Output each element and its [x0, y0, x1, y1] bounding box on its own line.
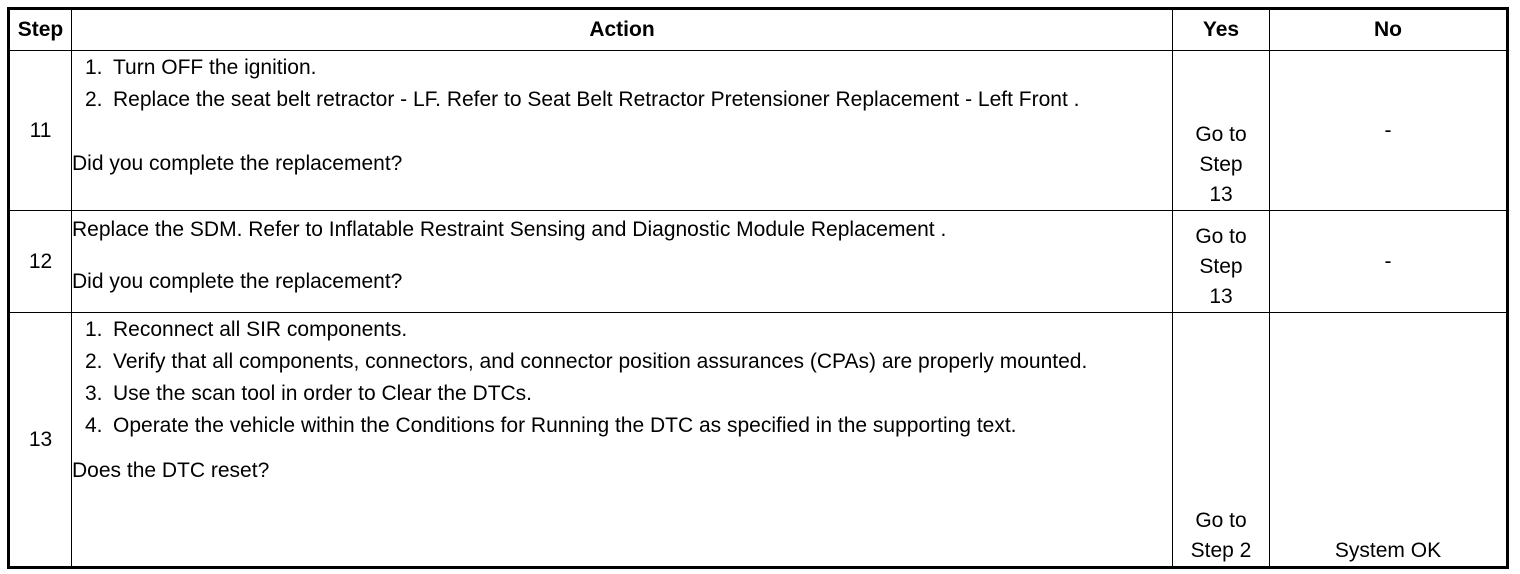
item-number: 2. [85, 88, 103, 111]
action-cell [72, 313, 1173, 568]
action-list [72, 53, 1172, 115]
question-text: Did you complete the replacement? [72, 270, 403, 293]
table-row-step-12 [9, 211, 1508, 313]
table-row-step-11 [9, 51, 1508, 211]
no-cell: System OK [1270, 313, 1508, 568]
action-cell [72, 211, 1173, 313]
list-item [72, 53, 1172, 83]
yes-line: Step [1199, 153, 1243, 176]
item-number: 2. [85, 350, 103, 373]
item-number: 4. [85, 414, 103, 437]
yes-line: Step 2 [1190, 539, 1252, 562]
item-text: Reconnect all SIR components. [113, 318, 408, 341]
list-item [72, 379, 1172, 409]
header-yes: Yes [1173, 9, 1270, 51]
header-row [9, 9, 1508, 51]
list-item [72, 347, 1172, 377]
item-text: Verify that all components, connectors, and connector position assurances (CPAs) are properly mounted. [113, 350, 1088, 373]
step-number: 13 [9, 313, 72, 568]
step-number: 11 [9, 51, 72, 211]
item-text: Operate the vehicle within the Conditions for Running the DTC as specified in the supporting text. [113, 414, 1017, 437]
item-number: 1. [85, 318, 103, 341]
diagnostic-table [7, 7, 1509, 569]
list-item [72, 315, 1172, 345]
item-text: Turn OFF the ignition. [113, 56, 317, 79]
yes-line: 13 [1209, 285, 1233, 308]
yes-line: Go to [1195, 225, 1247, 248]
action-list [72, 315, 1172, 441]
yes-line: Step [1199, 255, 1243, 278]
question-text: Did you complete the replacement? [72, 152, 403, 175]
yes-line: Go to [1195, 509, 1247, 532]
yes-line: 13 [1209, 183, 1233, 206]
table-row-step-13 [9, 313, 1508, 568]
no-cell: - [1270, 211, 1508, 313]
no-cell: - [1270, 51, 1508, 211]
item-number: 1. [85, 56, 103, 79]
header-action: Action [72, 9, 1173, 51]
yes-cell [1173, 313, 1270, 568]
list-item [72, 411, 1172, 441]
item-number: 3. [85, 382, 103, 405]
header-step: Step [9, 9, 72, 51]
question-text: Does the DTC reset? [72, 459, 270, 482]
item-text: Use the scan tool in order to Clear the DTCs. [113, 382, 533, 405]
action-cell [72, 51, 1173, 211]
yes-line: Go to [1195, 123, 1247, 146]
yes-cell [1173, 51, 1270, 211]
yes-cell [1173, 211, 1270, 313]
header-no: No [1270, 9, 1508, 51]
action-text: Replace the SDM. Refer to Inflatable Restraint Sensing and Diagnostic Module Replacement . [72, 218, 947, 241]
item-text: Replace the seat belt retractor - LF. Refer to Seat Belt Retractor Pretensioner Replacement - Left Front . [113, 88, 1080, 111]
list-item [72, 85, 1172, 115]
step-number: 12 [9, 211, 72, 313]
